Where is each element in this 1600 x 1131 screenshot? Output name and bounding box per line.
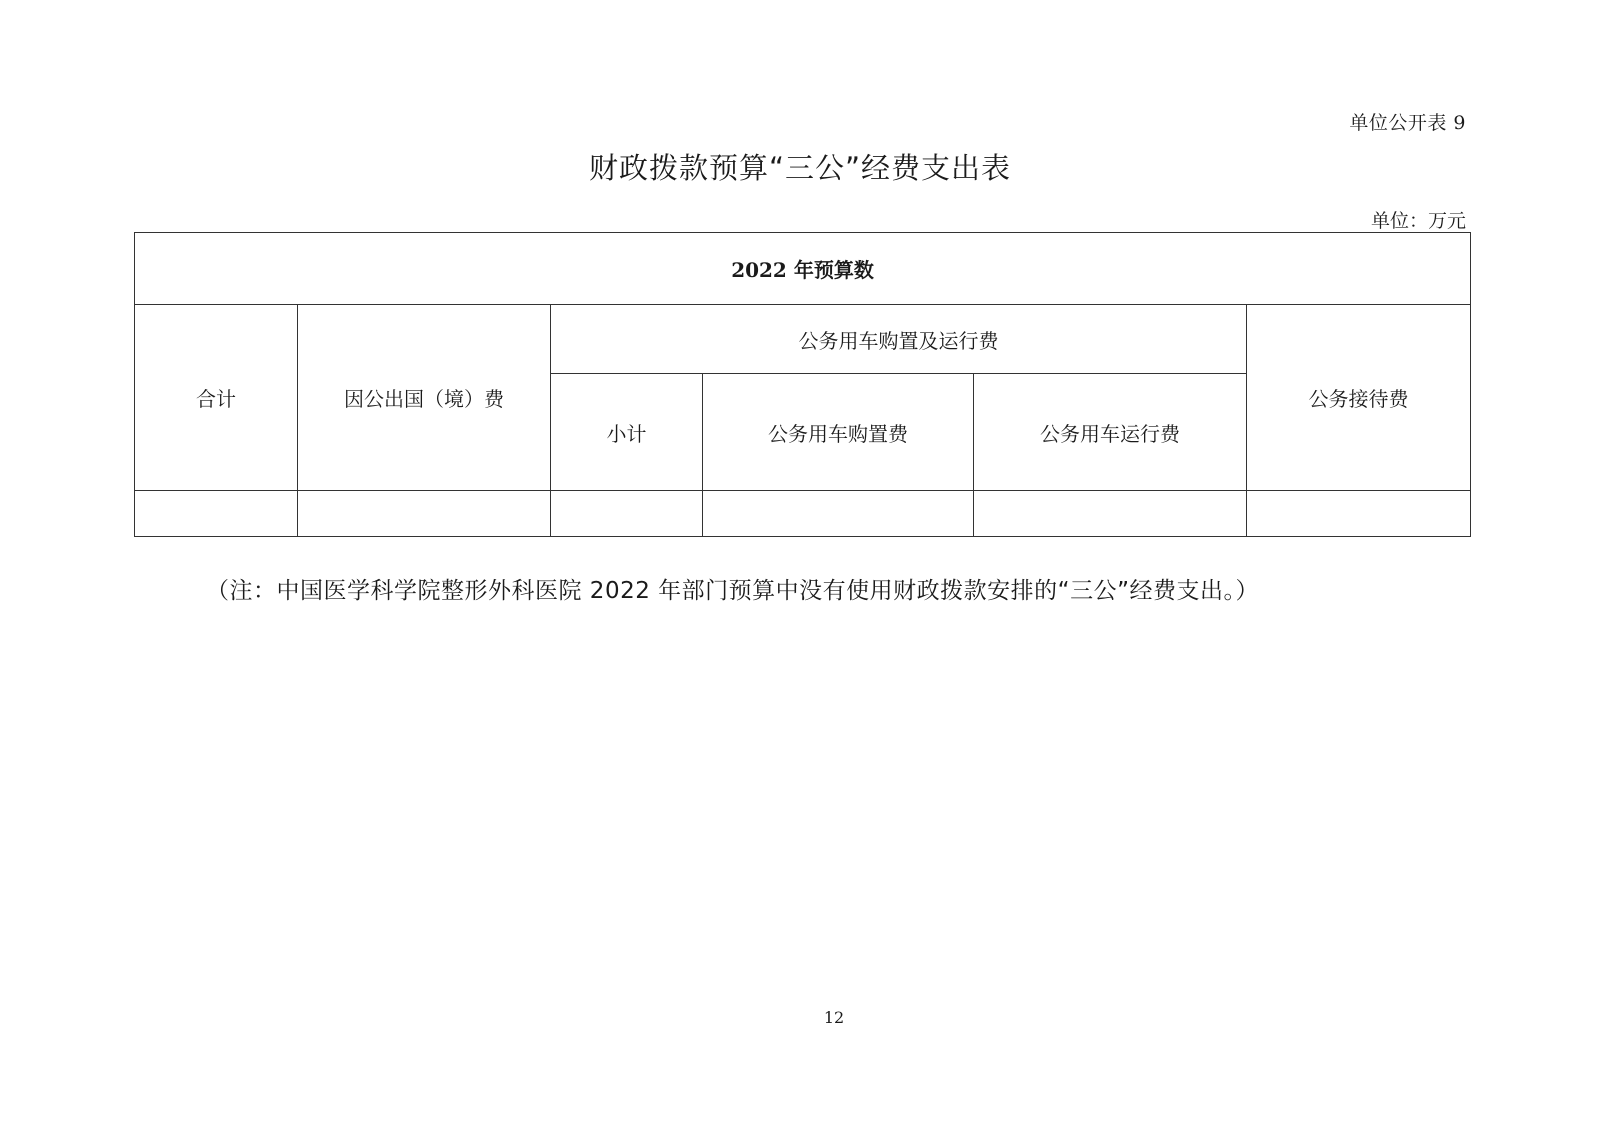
column-header-reception: 公务接待费 [1247,305,1471,491]
page-title: 财政拨款预算“三公”经费支出表 [588,151,1012,185]
page-number: 12 [823,1008,845,1027]
budget-table [134,232,1471,537]
cell-total [135,491,298,537]
year-header-cell: 2022 年预算数 [135,233,1471,305]
unit-label: 单位：万元 [1370,210,1466,232]
cell-vehicle-purchase [703,491,974,537]
column-header-vehicle-subtotal: 小计 [551,374,703,491]
cell-overseas [298,491,551,537]
footnote: （注：中国医学科学院整形外科医院 2022 年部门预算中没有使用财政拨款安排的“三公”经费支出。） [206,578,1259,604]
table-row [135,491,1471,537]
table-header-row-1 [135,305,1471,374]
table-header-row-year [135,233,1471,305]
column-header-total: 合计 [135,305,298,491]
column-header-vehicle-group: 公务用车购置及运行费 [551,305,1247,374]
column-header-overseas: 因公出国（境）费 [298,305,551,491]
table-id-label: 单位公开表 9 [1349,112,1466,134]
column-header-vehicle-operation: 公务用车运行费 [974,374,1247,491]
column-header-vehicle-purchase: 公务用车购置费 [703,374,974,491]
cell-vehicle-subtotal [551,491,703,537]
cell-vehicle-operation [974,491,1247,537]
cell-reception [1247,491,1471,537]
